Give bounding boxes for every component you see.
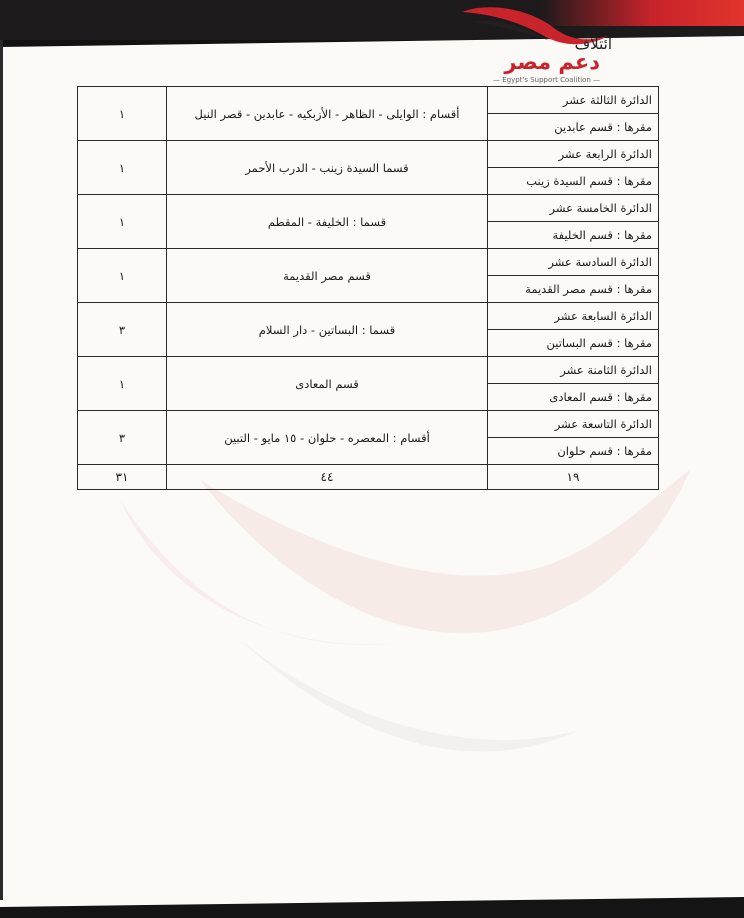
district-sections: قسم المعادى xyxy=(167,357,488,411)
coalition-logo xyxy=(458,2,618,86)
table-row xyxy=(78,87,659,114)
district-seat: مقرها : قسم المعادى xyxy=(488,384,659,411)
seat-count: ١ xyxy=(78,87,167,141)
district-name: الدائرة السادسة عشر xyxy=(488,249,659,276)
district-sections: أقسام : المعصره - حلوان - ١٥ مايو - التبين xyxy=(167,411,488,465)
table-row xyxy=(78,303,659,330)
logo-title-line2: دعم مصر xyxy=(504,50,600,74)
district-seat: مقرها : قسم مصر القديمة xyxy=(488,276,659,303)
district-name: الدائرة الرابعة عشر xyxy=(488,141,659,168)
seat-count: ١ xyxy=(78,249,167,303)
district-seat: مقرها : قسم عابدين xyxy=(488,114,659,141)
scan-left-edge xyxy=(0,40,3,900)
district-name: الدائرة الثامنة عشر xyxy=(488,357,659,384)
table-row xyxy=(78,195,659,222)
table-row xyxy=(78,249,659,276)
seat-count: ١ xyxy=(78,357,167,411)
table-row xyxy=(78,141,659,168)
total-seats: ٣١ xyxy=(78,465,167,490)
total-sections: ٤٤ xyxy=(167,465,488,490)
district-seat: مقرها : قسم البساتين xyxy=(488,330,659,357)
district-sections: قسما : الخليفة - المقطم xyxy=(167,195,488,249)
district-seat: مقرها : قسم حلوان xyxy=(488,438,659,465)
districts-table xyxy=(77,86,659,490)
district-sections: قسما : البساتين - دار السلام xyxy=(167,303,488,357)
district-sections: أقسام : الوايلى - الظاهر - الأزبكيه - عابدين - قصر النيل xyxy=(167,87,488,141)
seat-count: ١ xyxy=(78,195,167,249)
district-sections: قسم مصر القديمة xyxy=(167,249,488,303)
seat-count: ١ xyxy=(78,141,167,195)
district-name: الدائرة الخامسة عشر xyxy=(488,195,659,222)
district-sections: قسما السيدة زينب - الدرب الأحمر xyxy=(167,141,488,195)
logo-tagline: — Egypt's Support Coalition — xyxy=(493,76,601,84)
district-name: الدائرة التاسعة عشر xyxy=(488,411,659,438)
seat-count: ٣ xyxy=(78,303,167,357)
totals-row xyxy=(78,465,659,490)
table-row xyxy=(78,357,659,384)
district-name: الدائرة الثالثة عشر xyxy=(488,87,659,114)
district-name: الدائرة السابعة عشر xyxy=(488,303,659,330)
logo-title-line1: ائتلاف xyxy=(574,35,612,53)
seat-count: ٣ xyxy=(78,411,167,465)
district-seat: مقرها : قسم السيدة زينب xyxy=(488,168,659,195)
table-row xyxy=(78,411,659,438)
district-seat: مقرها : قسم الخليفة xyxy=(488,222,659,249)
total-districts: ١٩ xyxy=(488,465,659,490)
